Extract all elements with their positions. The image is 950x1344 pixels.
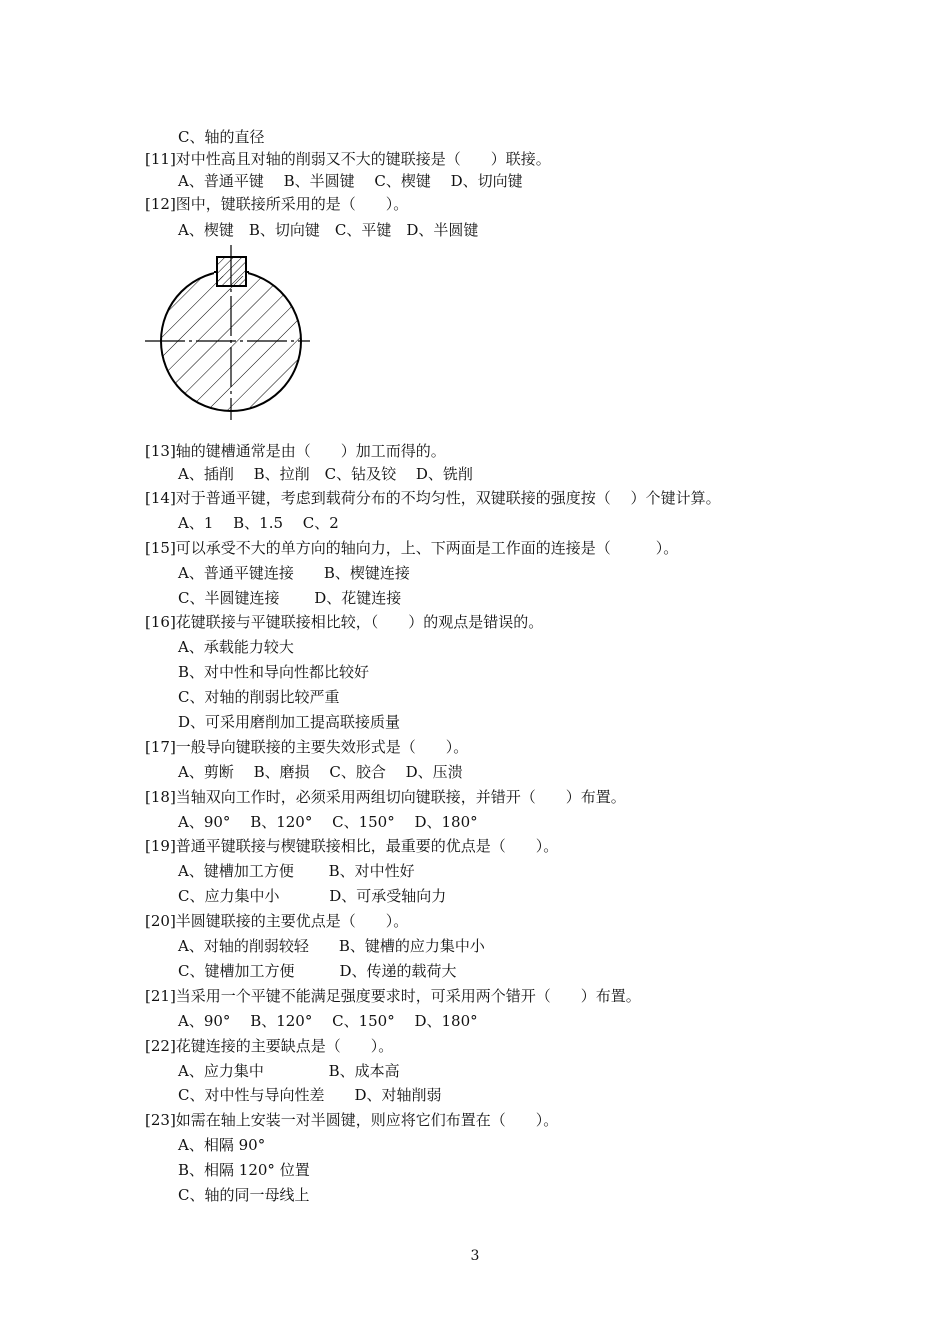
page-number: 3 — [470, 1248, 480, 1264]
question-22-options-ab: A、应力集中 B、成本高 — [178, 1062, 400, 1080]
question-15: [15]可以承受不大的单方向的轴向力，上、下两面是工作面的连接是（ ）。 — [145, 539, 679, 557]
question-20-options-cd: C、键槽加工方便 D、传递的载荷大 — [178, 962, 457, 980]
question-11-options: A、普通平键 B、半圆键 C、楔键 D、切向键 — [178, 172, 523, 190]
question-19-options-cd: C、应力集中小 D、可承受轴向力 — [178, 887, 447, 905]
question-13: [13]轴的键槽通常是由（ ）加工而得的。 — [145, 442, 446, 460]
question-17: [17]一般导向键联接的主要失效形式是（ ）。 — [145, 738, 469, 756]
question-15-options-ab: A、普通平键连接 B、楔键连接 — [178, 564, 410, 582]
question-16-option-b: B、对中性和导向性都比较好 — [178, 663, 370, 681]
question-20: [20]半圆键联接的主要优点是（ ）。 — [145, 912, 409, 930]
question-14-options: A、1 B、1.5 C、2 — [178, 514, 339, 532]
question-12-options: A、楔键 B、切向键 C、平键 D、半圆键 — [178, 221, 479, 239]
question-21-options: A、90° B、120° C、150° D、180° — [178, 1012, 478, 1030]
question-17-options: A、剪断 B、磨损 C、胶合 D、压溃 — [178, 763, 463, 781]
question-19: [19]普通平键联接与楔键联接相比，最重要的优点是（ ）。 — [145, 837, 559, 855]
question-12: [12]图中，键联接所采用的是（ ）。 — [145, 195, 409, 213]
question-10-option-c: C、轴的直径 — [178, 128, 265, 146]
question-18-options: A、90° B、120° C、150° D、180° — [178, 813, 478, 831]
question-14: [14]对于普通平键，考虑到载荷分布的不均匀性，双键联接的强度按（ ）个键计算。 — [145, 489, 721, 507]
question-16-option-d: D、可采用磨削加工提高联接质量 — [178, 713, 401, 731]
question-23-option-a: A、相隔 90° — [178, 1136, 266, 1154]
question-16: [16]花键联接与平键联接相比较，（ ）的观点是错误的。 — [145, 613, 544, 631]
question-16-option-a: A、承载能力较大 — [178, 638, 294, 656]
question-13-options: A、插削 B、拉削 C、钻及铰 D、铣削 — [178, 465, 473, 483]
question-21: [21]当采用一个平键不能满足强度要求时，可采用两个错开（ ）布置。 — [145, 987, 641, 1005]
question-23: [23]如需在轴上安装一对半圆键，则应将它们布置在（ ）。 — [145, 1111, 559, 1129]
question-22: [22]花键连接的主要缺点是（ ）。 — [145, 1037, 394, 1055]
question-11: [11]对中性高且对轴的削弱又不大的键联接是（ ）联接。 — [145, 150, 551, 168]
question-16-option-c: C、对轴的削弱比较严重 — [178, 688, 340, 706]
question-23-option-b: B、相隔 120° 位置 — [178, 1161, 310, 1179]
question-18: [18]当轴双向工作时，必须采用两组切向键联接，并错开（ ）布置。 — [145, 788, 626, 806]
question-22-options-cd: C、对中性与导向性差 D、对轴削弱 — [178, 1086, 442, 1104]
question-19-options-ab: A、键槽加工方便 B、对中性好 — [178, 862, 415, 880]
question-23-option-c: C、轴的同一母线上 — [178, 1186, 310, 1204]
question-20-options-ab: A、对轴的削弱较轻 B、键槽的应力集中小 — [178, 937, 485, 955]
key-joint-figure — [140, 240, 315, 422]
question-15-options-cd: C、半圆键连接 D、花键连接 — [178, 589, 402, 607]
